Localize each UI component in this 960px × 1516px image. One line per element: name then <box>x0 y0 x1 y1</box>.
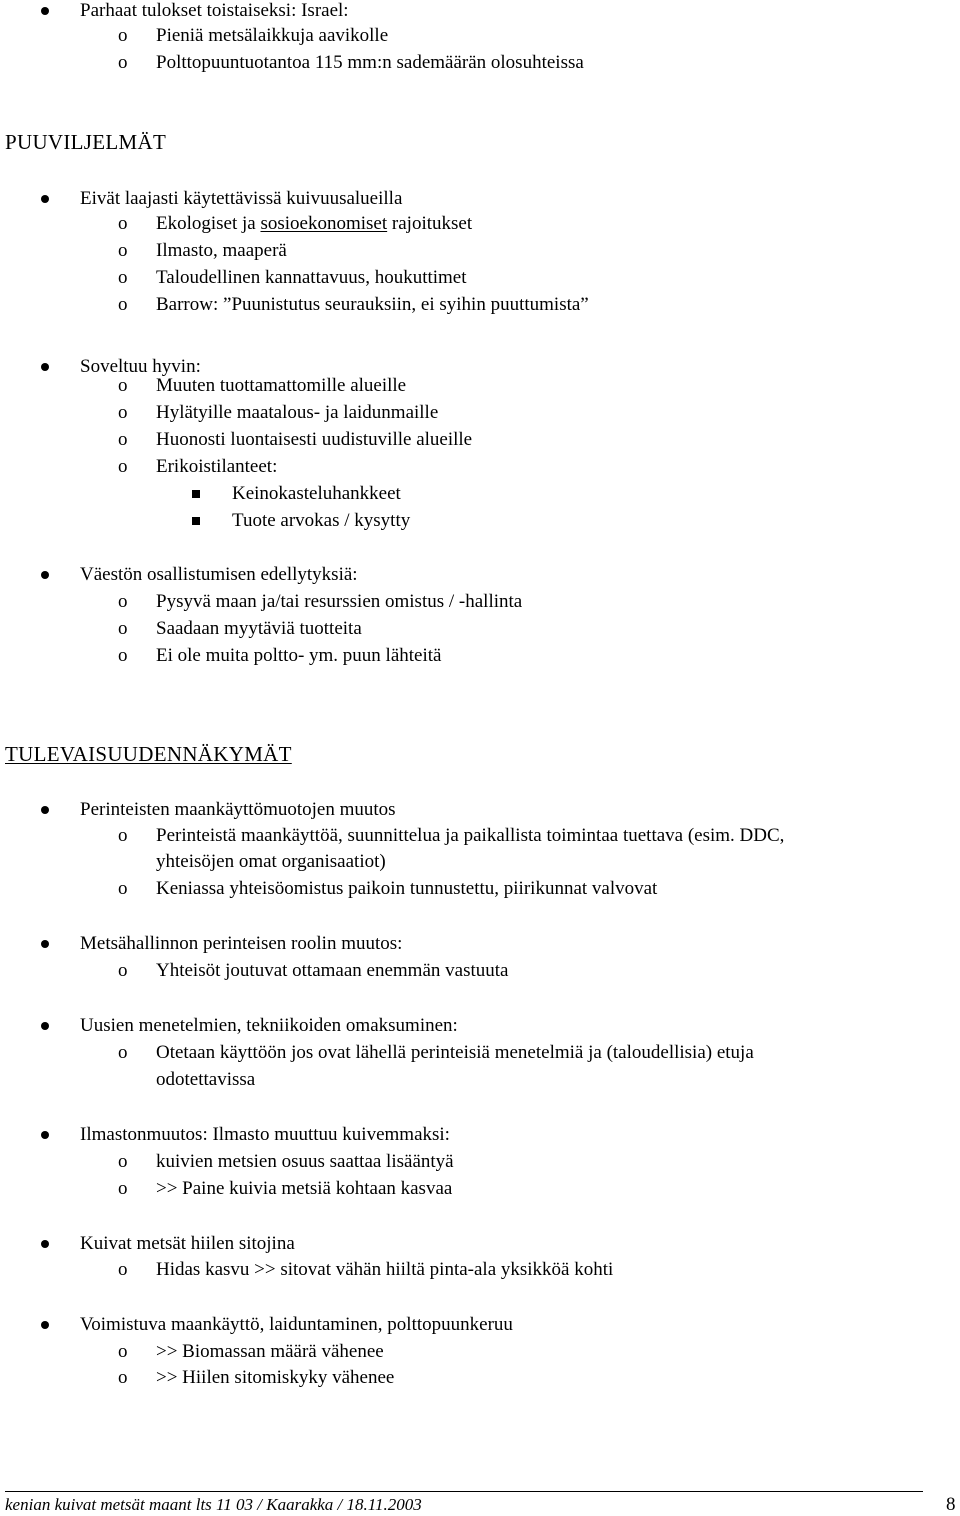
sub-bullet-text: Muuten tuottamattomille alueille <box>156 375 407 396</box>
sub-bullet-marker: o <box>118 375 128 396</box>
section-heading: TULEVAISUUDENNÄKYMÄT <box>5 742 292 766</box>
sub-bullet-marker: o <box>118 1367 128 1388</box>
sub-bullet-text: Ei ole muita poltto- ym. puun lähteitä <box>156 645 442 666</box>
bullet-text: Ilmastonmuutos: Ilmasto muuttuu kuivemmaksi: <box>80 1124 450 1145</box>
sub-sub-bullet-text: Tuote arvokas / kysytty <box>232 510 411 531</box>
bullet-marker <box>41 1131 49 1139</box>
bullet-text: Eivät laajasti käytettävissä kuivuusalueilla <box>80 188 403 209</box>
sub-bullet-text: Pieniä metsälaikkuja aavikolle <box>156 25 389 46</box>
sub-bullet-text: Hidas kasvu >> sitovat vähän hiiltä pinta-ala yksikköä kohti <box>156 1259 614 1280</box>
text-span: Ekologiset ja <box>156 213 261 234</box>
sub-bullet-text: Saadaan myytäviä tuotteita <box>156 618 362 639</box>
sub-bullet-text: Yhteisöt joutuvat ottamaan enemmän vastuuta <box>156 960 509 981</box>
sub-bullet-marker: o <box>118 294 128 315</box>
sub-bullet-text: Perinteistä maankäyttöä, suunnittelua ja paikallista toimintaa tuettava (esim. DDC, <box>156 825 785 846</box>
bullet-marker <box>41 7 49 15</box>
page-number: 8 <box>946 1494 956 1515</box>
bullet-text: Kuivat metsät hiilen sitojina <box>80 1233 295 1254</box>
sub-bullet-marker: o <box>118 591 128 612</box>
sub-bullet-text: Barrow: ”Puunistutus seurauksiin, ei syihin puuttumista” <box>156 294 589 315</box>
sub-bullet-text-continued: odotettavissa <box>156 1069 256 1090</box>
sub-bullet-text: Huonosti luontaisesti uudistuville alueille <box>156 429 473 450</box>
sub-bullet-text: Hylätyille maatalous- ja laidunmaille <box>156 402 439 423</box>
bullet-marker <box>41 571 49 579</box>
square-bullet-marker <box>192 490 200 498</box>
square-bullet-marker <box>192 517 200 525</box>
bullet-marker <box>41 806 49 814</box>
bullet-text: Parhaat tulokset toistaiseksi: Israel: <box>80 0 349 21</box>
bullet-marker <box>41 1321 49 1329</box>
sub-bullet-text: Taloudellinen kannattavuus, houkuttimet <box>156 267 467 288</box>
sub-bullet-marker: o <box>118 960 128 981</box>
sub-sub-bullet-text: Keinokasteluhankkeet <box>232 483 401 504</box>
sub-bullet-text: >> Biomassan määrä vähenee <box>156 1341 384 1362</box>
sub-bullet-marker: o <box>118 825 128 846</box>
sub-bullet-text: Keniassa yhteisöomistus paikoin tunnustettu, piirikunnat valvovat <box>156 878 658 899</box>
sub-bullet-marker: o <box>118 429 128 450</box>
sub-bullet-text: Pysyvä maan ja/tai resurssien omistus / -hallinta <box>156 591 523 612</box>
bullet-marker <box>41 1022 49 1030</box>
sub-bullet-text: Otetaan käyttöön jos ovat lähellä perinteisiä menetelmiä ja (taloudellisia) etuja <box>156 1042 754 1063</box>
bullet-marker <box>41 940 49 948</box>
sub-bullet-marker: o <box>118 240 128 261</box>
sub-bullet-text: Polttopuuntuotantoa 115 mm:n sademäärän olosuhteissa <box>156 52 584 73</box>
bullet-text: Voimistuva maankäyttö, laiduntaminen, polttopuunkeruu <box>80 1314 513 1335</box>
sub-bullet-text-continued: yhteisöjen omat organisaatiot) <box>156 851 386 872</box>
sub-bullet-text: >> Paine kuivia metsiä kohtaan kasvaa <box>156 1178 453 1199</box>
bullet-marker <box>41 1240 49 1248</box>
sub-bullet-marker: o <box>118 1178 128 1199</box>
bullet-text: Perinteisten maankäyttömuotojen muutos <box>80 799 396 820</box>
sub-bullet-text <box>156 213 472 235</box>
text-span: rajoitukset <box>387 213 473 234</box>
sub-bullet-marker: o <box>118 645 128 666</box>
sub-bullet-marker: o <box>118 213 128 234</box>
sub-bullet-marker: o <box>118 52 128 73</box>
underlined-word: sosioekonomiset <box>260 213 388 234</box>
sub-bullet-marker: o <box>118 456 128 477</box>
sub-bullet-marker: o <box>118 25 128 46</box>
bullet-text: Uusien menetelmien, tekniikoiden omaksuminen: <box>80 1015 458 1036</box>
bullet-marker <box>41 195 49 203</box>
sub-bullet-marker: o <box>118 618 128 639</box>
sub-bullet-marker: o <box>118 1042 128 1063</box>
sub-bullet-text: Erikoistilanteet: <box>156 456 278 477</box>
footer-divider <box>5 1491 923 1492</box>
bullet-marker <box>41 363 49 371</box>
section-heading: PUUVILJELMÄT <box>5 130 167 154</box>
sub-bullet-marker: o <box>118 878 128 899</box>
sub-bullet-marker: o <box>118 267 128 288</box>
bullet-text: Soveltuu hyvin: <box>80 356 201 377</box>
sub-bullet-marker: o <box>118 1151 128 1172</box>
sub-bullet-text: >> Hiilen sitomiskyky vähenee <box>156 1367 395 1388</box>
sub-bullet-text: Ilmasto, maaperä <box>156 240 287 261</box>
bullet-text: Metsähallinnon perinteisen roolin muutos: <box>80 933 403 954</box>
sub-bullet-marker: o <box>118 402 128 423</box>
sub-bullet-marker: o <box>118 1341 128 1362</box>
footer-text: kenian kuivat metsät maant lts 11 03 / Kaarakka / 18.11.2003 <box>5 1495 422 1514</box>
bullet-text: Väestön osallistumisen edellytyksiä: <box>80 564 358 585</box>
sub-bullet-marker: o <box>118 1259 128 1280</box>
sub-bullet-text: kuivien metsien osuus saattaa lisääntyä <box>156 1151 454 1172</box>
